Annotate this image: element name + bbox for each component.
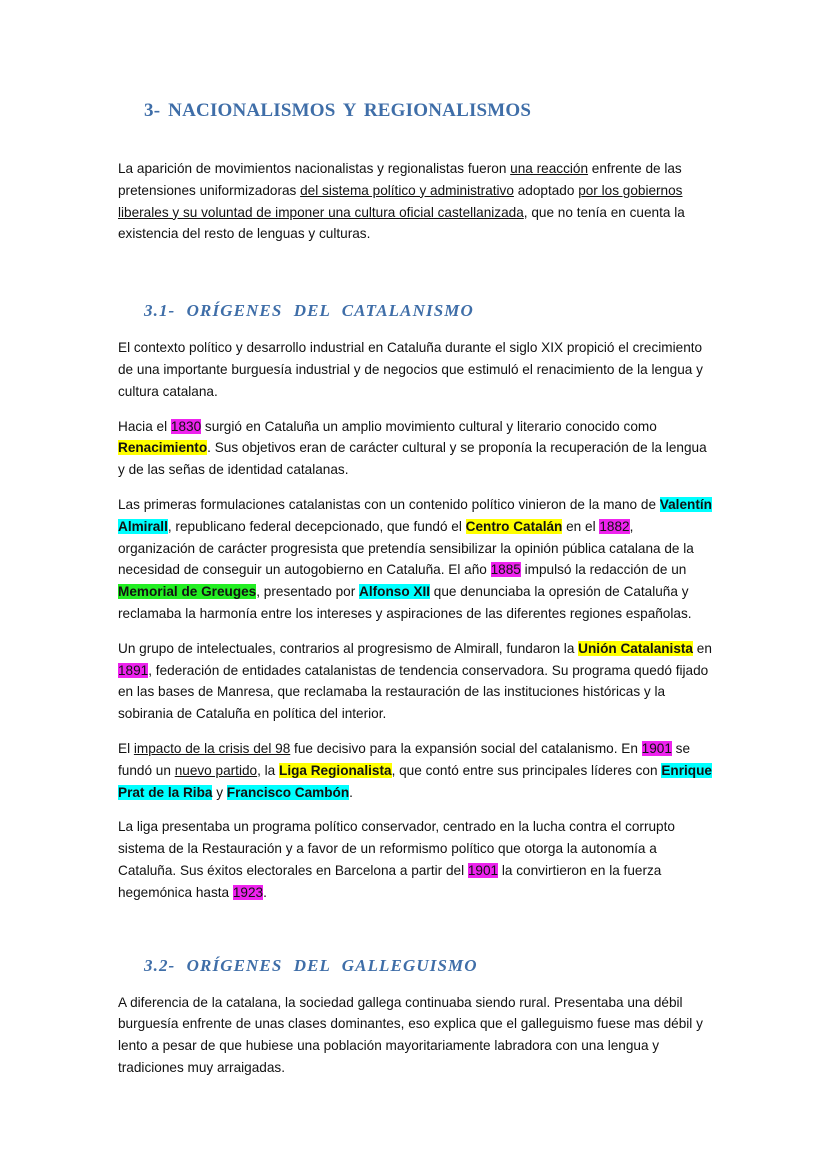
section-3-1-paragraph-1: El contexto político y desarrollo industrial en Cataluña durante el siglo XIX propició el crecimiento de una importante burguesía industrial y de negocios que estimuló el renacimiento de la lengua y cultura catalana. <box>118 340 703 399</box>
underlined-phrase: impacto de la crisis del 98 <box>133 740 291 756</box>
date-highlight: 1901 <box>467 862 499 878</box>
person-highlight: Francisco Cambón <box>226 784 350 800</box>
organization-highlight: Renacimiento <box>118 440 208 456</box>
person-highlight: Enrique Prat de la Riba <box>118 762 712 800</box>
date-highlight: 1891 <box>118 662 149 678</box>
underlined-phrase: del sistema político y administrativo <box>300 182 514 198</box>
section-3-intro: La aparición de movimientos nacionalistas y regionalistas fueron una reacción enfrente de las pretensiones uniformizadoras del sistema político y administrativo adoptado por los gobiernos liberales y su voluntad de imponer una cultura oficial castellanizada, que no tenía en cuenta la existencia del resto de lenguas y culturas. <box>118 161 685 242</box>
section-3-1-heading: 3.1- ORÍGENES DEL CATALANISMO <box>144 301 474 321</box>
date-highlight: 1901 <box>641 740 672 756</box>
date-highlight: 1882 <box>599 518 630 534</box>
document-highlight: Memorial de Greuges <box>118 584 257 600</box>
date-highlight: 1830 <box>170 418 202 434</box>
section-3-1-paragraph-2: Hacia el 1830 surgió en Cataluña un amplio movimiento cultural y literario conocido como Renacimiento. Sus objetivos eran de carácter cultural y se proponía la recuperación de la lengua y de las señas de identidad catalanas. <box>118 418 707 478</box>
section-3-1-paragraph-4: Un grupo de intelectuales, contrarios al progresismo de Almirall, fundaron la Unión Catalanista en 1891, federación de entidades catalanistas de tendencia conservadora. Su programa quedó fijado en las bases de Manresa, que reclamaba la restauración de las instituciones históricas y la sobirania de Cataluña en política del interior. <box>118 640 712 722</box>
section-3-2-heading: 3.2- ORÍGENES DEL GALLEGUISMO <box>144 955 478 975</box>
underlined-phrase: una reacción <box>510 161 589 176</box>
section-3-2-paragraph-1: A diferencia de la catalana, la sociedad gallega continuaba siendo rural. Presentaba una débil burguesía enfrente de unas clases dominantes, eso explica que el galleguismo fuese mas débil y lento a pesar de que hubiese una población mayoritariamente labradora con una lengua y tradiciones muy arraigadas. <box>118 994 703 1075</box>
section-3-1-paragraph-3: Las primeras formulaciones catalanistas con un contenido político vinieron de la mano de Valentín Almirall, republicano federal decepcionado, que fundó el Centro Catalán en el 1882, organización de carácter progresista que pretendía sensibilizar la opinión pública catalana de la necesidad de conseguir un autogobierno en Cataluña. El año 1885 impulsó la redacción de un Memorial de Greuges, presentado por Alfonso XII que denunciaba la opresión de Cataluña y reclamaba la harmonía entre los intereses y aspiraciones de las diferentes regiones españolas. <box>118 496 712 621</box>
underlined-phrase: por los gobiernos liberales y su voluntad de imponer una cultura oficial castellanizada <box>118 182 683 220</box>
underlined-phrase: nuevo partido <box>174 762 258 778</box>
organization-highlight: Centro Catalán <box>465 518 563 534</box>
section-3-heading: 3- NACIONALISMOS Y REGIONALISMOS <box>144 100 532 121</box>
organization-highlight: Unión Catalanista <box>578 640 693 656</box>
section-3-1-paragraph-6: La liga presentaba un programa político conservador, centrado en la lucha contra el corrupto sistema de la Restauración y a favor de un reformismo político que otorga la autonomía a Cataluña. Sus éxitos electorales en Barcelona a partir del 1901 la convirtieron en la fuerza hegemónica hasta 1923. <box>118 819 675 900</box>
person-highlight: Alfonso XII <box>359 584 431 600</box>
person-highlight: Valentín Almirall <box>118 496 712 534</box>
date-highlight: 1923 <box>232 884 264 900</box>
organization-highlight: Liga Regionalista <box>279 762 392 778</box>
document-body <box>118 96 713 1079</box>
date-highlight: 1885 <box>490 562 521 578</box>
section-3-1-paragraph-5: El impacto de la crisis del 98 fue decisivo para la expansión social del catalanismo. En 1901 se fundó un nuevo partido, la Liga Regionalista, que contó entre sus principales líderes con Enrique Prat de la Riba y Francisco Cambón. <box>118 740 712 800</box>
